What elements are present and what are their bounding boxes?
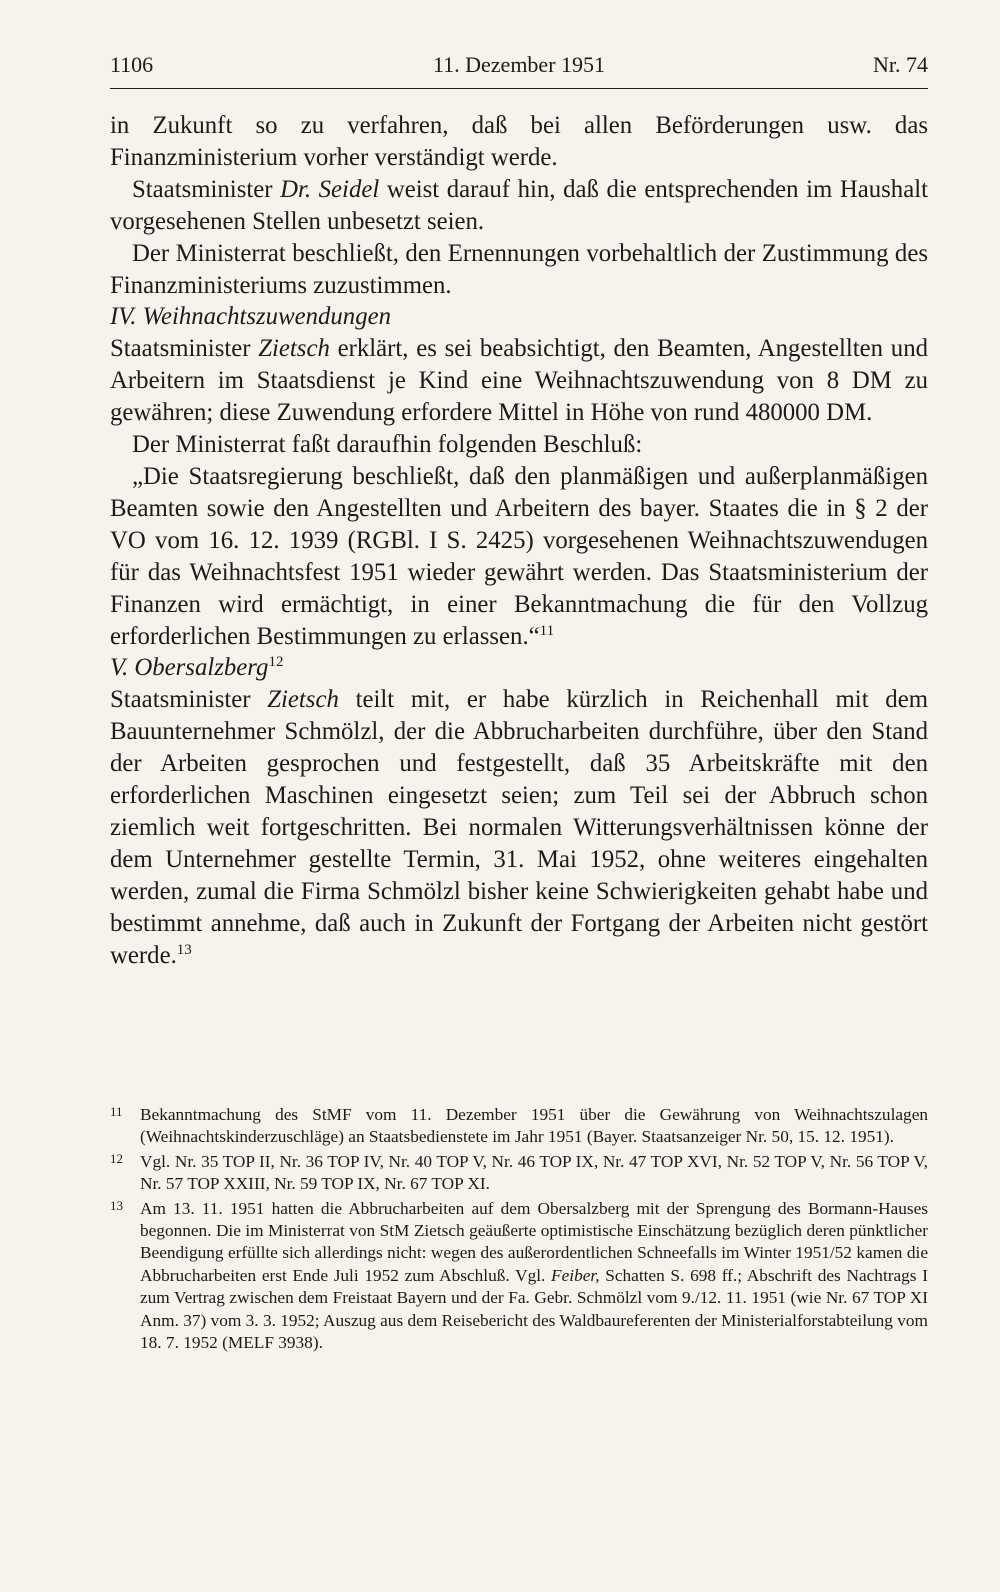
paragraph-text: in Zukunft so zu verfahren, daß bei allen Beförderungen usw. das Finanzministerium vorher verständigt werde. bbox=[110, 112, 928, 171]
paragraph-text: Staatsminister bbox=[110, 335, 259, 363]
footnote-text: Vgl. Nr. 35 TOP II, Nr. 36 TOP IV, Nr. 40 TOP V, Nr. 46 TOP IX, Nr. 47 TOP XVI, Nr. 52 TOP V, Nr. 56 TOP V, Nr. 57 TOP XXIII, Nr. 59 TOP IX, Nr. 67 TOP XI. bbox=[140, 1151, 928, 1194]
page-number: 1106 bbox=[110, 52, 154, 77]
paragraph-zietsch-1 bbox=[110, 333, 928, 429]
paragraph-continuation bbox=[110, 110, 928, 174]
document-number: Nr. 74 bbox=[873, 52, 928, 77]
author-name: Feiber, bbox=[551, 1265, 600, 1285]
speaker-name: Zietsch bbox=[267, 686, 339, 714]
header-date: 11. Dezember 1951 bbox=[432, 52, 606, 77]
footnotes bbox=[110, 1104, 928, 1356]
paragraph-text: „Die Staatsregierung beschließt, daß den planmäßigen und außerplanmäßigen Beamten sowie den Angestellten und Arbeitern des bayer. Staates die in § 2 der VO vom 16. 12. 1939 (RGBl. I S. 2425) vorgesehenen Weihnachtszuwendugen für das Weihnachtsfest 1951 wieder gewährt werden. Das Staatsministerium der Finanzen wird ermächtigt, in einer Bekanntmachung die für den Vollzug erforderlichen Bestimmungen zu erlassen.“ bbox=[110, 462, 928, 650]
paragraph-text: Staatsminister bbox=[110, 686, 268, 714]
footnote-ref: 13 bbox=[176, 941, 192, 958]
paragraph-text: weist darauf hin, daß die entsprechenden im Haushalt vorgesehenen Stellen unbesetzt seien. bbox=[110, 175, 928, 235]
footnote-text: Bekanntmachung des StMF vom 11. Dezember 1951 über die Gewährung von Weihnachtszulagen (Weihnachtskinderzuschläge) an Staatsbedienstete im Jahr 1951 (Bayer. Staatsanzeiger Nr. 50, 15. 12. 1951). bbox=[140, 1105, 928, 1147]
paragraph-resolution-intro bbox=[110, 429, 928, 461]
paragraph-zietsch-2 bbox=[110, 684, 928, 971]
footnote-text: Am 13. 11. 1951 hatten die Abbrucharbeiten auf dem Obersalzberg mit der Sprengung des Bormann-Hauses begonnen. Die im Ministerrat von StM Zietsch geäußerte optimistische Einschätzung bezüglich deren pünktlicher Beendigung erfüllte sich allerdings nicht: wegen des außerordentlichen Schneefalls im Winter 1951/52 kamen die Abbrucharbeiten erst Ende Juli 1952 zum Abschluß. Vgl. bbox=[140, 1198, 928, 1285]
section-heading-v bbox=[110, 652, 928, 684]
section-heading-iv: IV. Weihnachtszuwendungen bbox=[110, 303, 392, 331]
paragraph-seidel bbox=[110, 174, 928, 238]
footnote bbox=[110, 1198, 928, 1355]
footnote-text: Schatten S. 698 ff.; Abschrift des Nachtrags I zum Vertrag zwischen dem Freistaat Bayern und der Fa. Gebr. Schmölzl vom 9./12. 11. 1951 (wie Nr. 67 TOP XI Anm. 37) vom 3. 3. 1952; Auszug aus dem Reisebericht des Waldbaureferenten der Ministerialforstabteilung vom 18. 7. 1952 (MELF 3938). bbox=[140, 1265, 928, 1353]
paragraph-text: Der Ministerrat faßt daraufhin folgenden Beschluß: bbox=[132, 431, 643, 459]
main-text bbox=[110, 110, 928, 971]
paragraph-decision bbox=[110, 238, 928, 302]
footnote-ref: 12 bbox=[268, 654, 284, 671]
speaker-name: Zietsch bbox=[258, 335, 330, 363]
paragraph-text: erklärt, es sei beabsichtigt, den Beamten, Angestellten und Arbeitern im Staatsdienst je Kind eine Weihnachtszuwendung von 8 DM zu gewähren; diese Zuwendung erfordere Mittel in Höhe von rund 480000 DM. bbox=[110, 335, 928, 427]
footnote-number: 11 bbox=[110, 1104, 123, 1119]
paragraph-text: Staatsminister bbox=[132, 175, 281, 203]
paragraph-resolution bbox=[110, 461, 928, 652]
footnote bbox=[110, 1151, 928, 1196]
footnote-number: 12 bbox=[110, 1150, 123, 1166]
paragraph-text: Der Ministerrat beschließt, den Ernennungen vorbehaltlich der Zustimmung des Finanzministeriums zuzustimmen. bbox=[110, 239, 928, 299]
header-rule bbox=[110, 88, 928, 89]
paragraph-text: teilt mit, er habe kürzlich in Reichenhall mit dem Bauunternehmer Schmölzl, der die Abbrucharbeiten durchführe, über den Stand der Arbeiten gesprochen und festgestellt, daß 35 Arbeitskräfte mit den erforderlichen Maschinen eingesetzt seien; zum Teil sei der Abbruch schon ziemlich weit fortgeschritten. Bei normalen Witterungsverhältnissen könne der dem Unternehmer gestellte Termin, 31. Mai 1952, ohne weiteres eingehalten werden, zumal die Firma Schmölzl bisher keine Schwierigkeiten gehabt habe und bestimmt annehme, daß auch in Zukunft der Fortgang der Arbeiten nicht gestört werde. bbox=[110, 686, 928, 969]
section-heading-text: V. Obersalzberg bbox=[110, 654, 269, 682]
footnote-ref: 11 bbox=[539, 622, 555, 639]
footnote-number: 13 bbox=[110, 1197, 123, 1213]
speaker-name: Dr. Seidel bbox=[280, 175, 380, 203]
footnote bbox=[110, 1104, 928, 1149]
running-head bbox=[110, 50, 928, 84]
